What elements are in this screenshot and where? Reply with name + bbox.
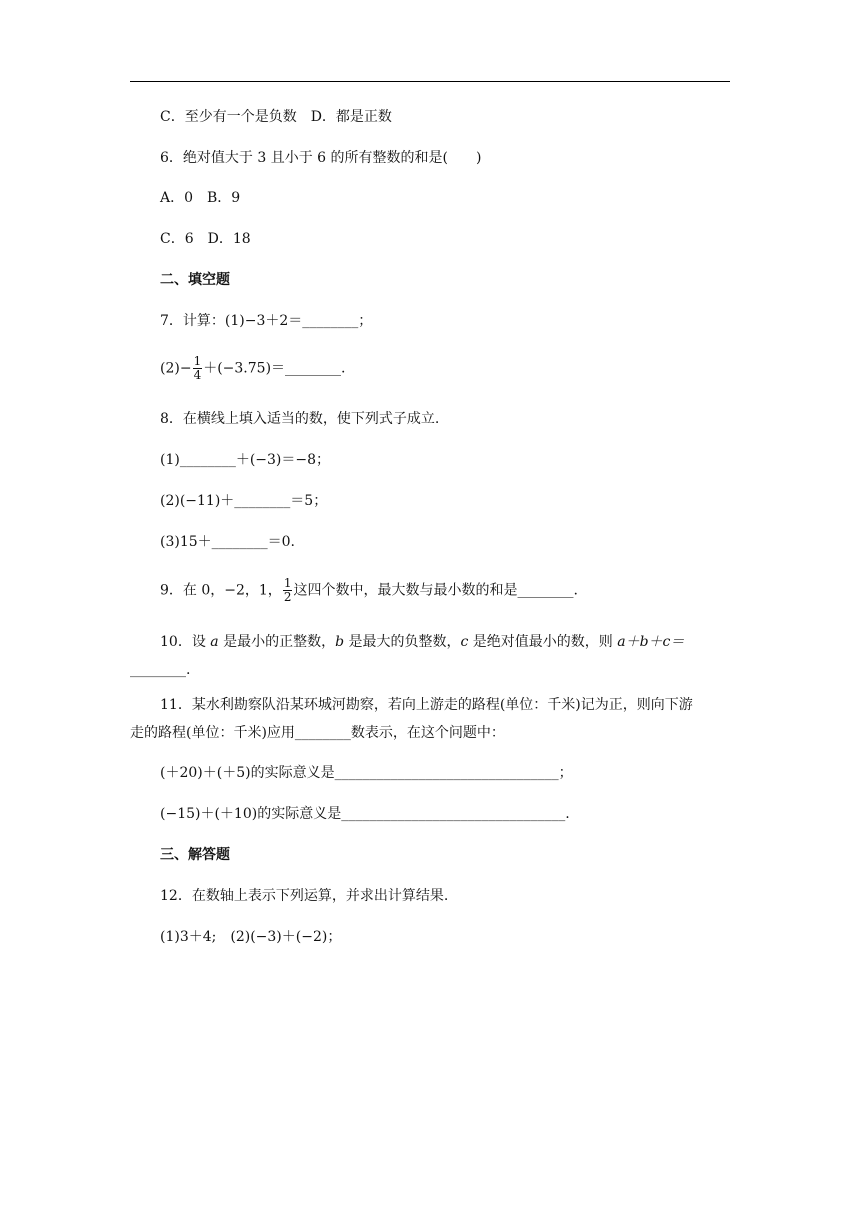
section-3-title: 三、解答题: [160, 847, 230, 863]
q10-var-c: c: [460, 634, 469, 650]
q7-part2-prefix: (2)−: [160, 360, 192, 377]
q9: [160, 577, 578, 604]
q9-suffix: 这四个数中，最大数与最小数的和是________.: [293, 582, 578, 599]
q10-text-4: 是绝对值最小的数，则: [468, 634, 618, 650]
q8-part3: (3)15＋________＝0.: [160, 534, 296, 550]
q7-part2: [160, 355, 345, 382]
q10-text-3: 是最大的负整数，: [344, 634, 461, 650]
q9-fraction-numerator: 1: [283, 576, 292, 590]
q9-fraction-denominator: 2: [283, 590, 292, 604]
q6-options-cd: C．6 D．18: [160, 231, 251, 247]
q10-expression: a＋b＋c＝: [617, 634, 685, 650]
q12-stem: 12．在数轴上表示下列运算，并求出计算结果.: [160, 888, 449, 904]
q10-line2: ________.: [130, 662, 191, 678]
q9-prefix: 9．在 0，−2，1，: [160, 582, 282, 599]
q11-line2: 走的路程(单位：千米)应用________数表示，在这个问题中：: [130, 725, 505, 741]
q11-part1: (＋20)＋(＋5)的实际意义是________________________________；: [160, 765, 573, 781]
q11-part2: (−15)＋(＋10)的实际意义是________________________________.: [160, 806, 570, 822]
q8-part2: (2)(−11)＋________＝5；: [160, 493, 328, 509]
q8-stem: 8．在横线上填入适当的数，使下列式子成立.: [160, 411, 440, 427]
q10-text-1: 10．设: [160, 634, 211, 650]
q8-part1: (1)________＋(−3)＝−8；: [160, 452, 331, 468]
q6-stem: 6．绝对值大于 3 且小于 6 的所有整数的和是( ): [160, 150, 482, 166]
q10-var-b: b: [335, 634, 345, 650]
q10-text-2: 是最小的正整数，: [218, 634, 336, 650]
q7-part2-suffix: ＋(−3.75)＝________.: [203, 360, 346, 377]
q6-options-ab: A．0 B．9: [160, 190, 241, 206]
section-2-title: 二、填空题: [160, 272, 230, 288]
q9-fraction: [283, 577, 293, 604]
q7-fraction-numerator: 1: [193, 354, 202, 368]
q10-var-a: a: [210, 634, 219, 650]
header-rule: [130, 81, 730, 82]
q11-line1: 11．某水利勘察队沿某环城河勘察，若向上游走的路程(单位：千米)记为正，则向下游: [160, 697, 693, 713]
q7-fraction: [193, 355, 203, 382]
q7-fraction-denominator: 4: [193, 368, 202, 382]
q5-options-cd: C．至少有一个是负数 D．都是正数: [160, 109, 392, 125]
q10-line1: [160, 632, 684, 652]
q7-part1: 7．计算：(1)−3＋2＝________；: [160, 313, 373, 329]
q12-parts: (1)3＋4; (2)(−3)＋(−2)；: [160, 929, 342, 945]
